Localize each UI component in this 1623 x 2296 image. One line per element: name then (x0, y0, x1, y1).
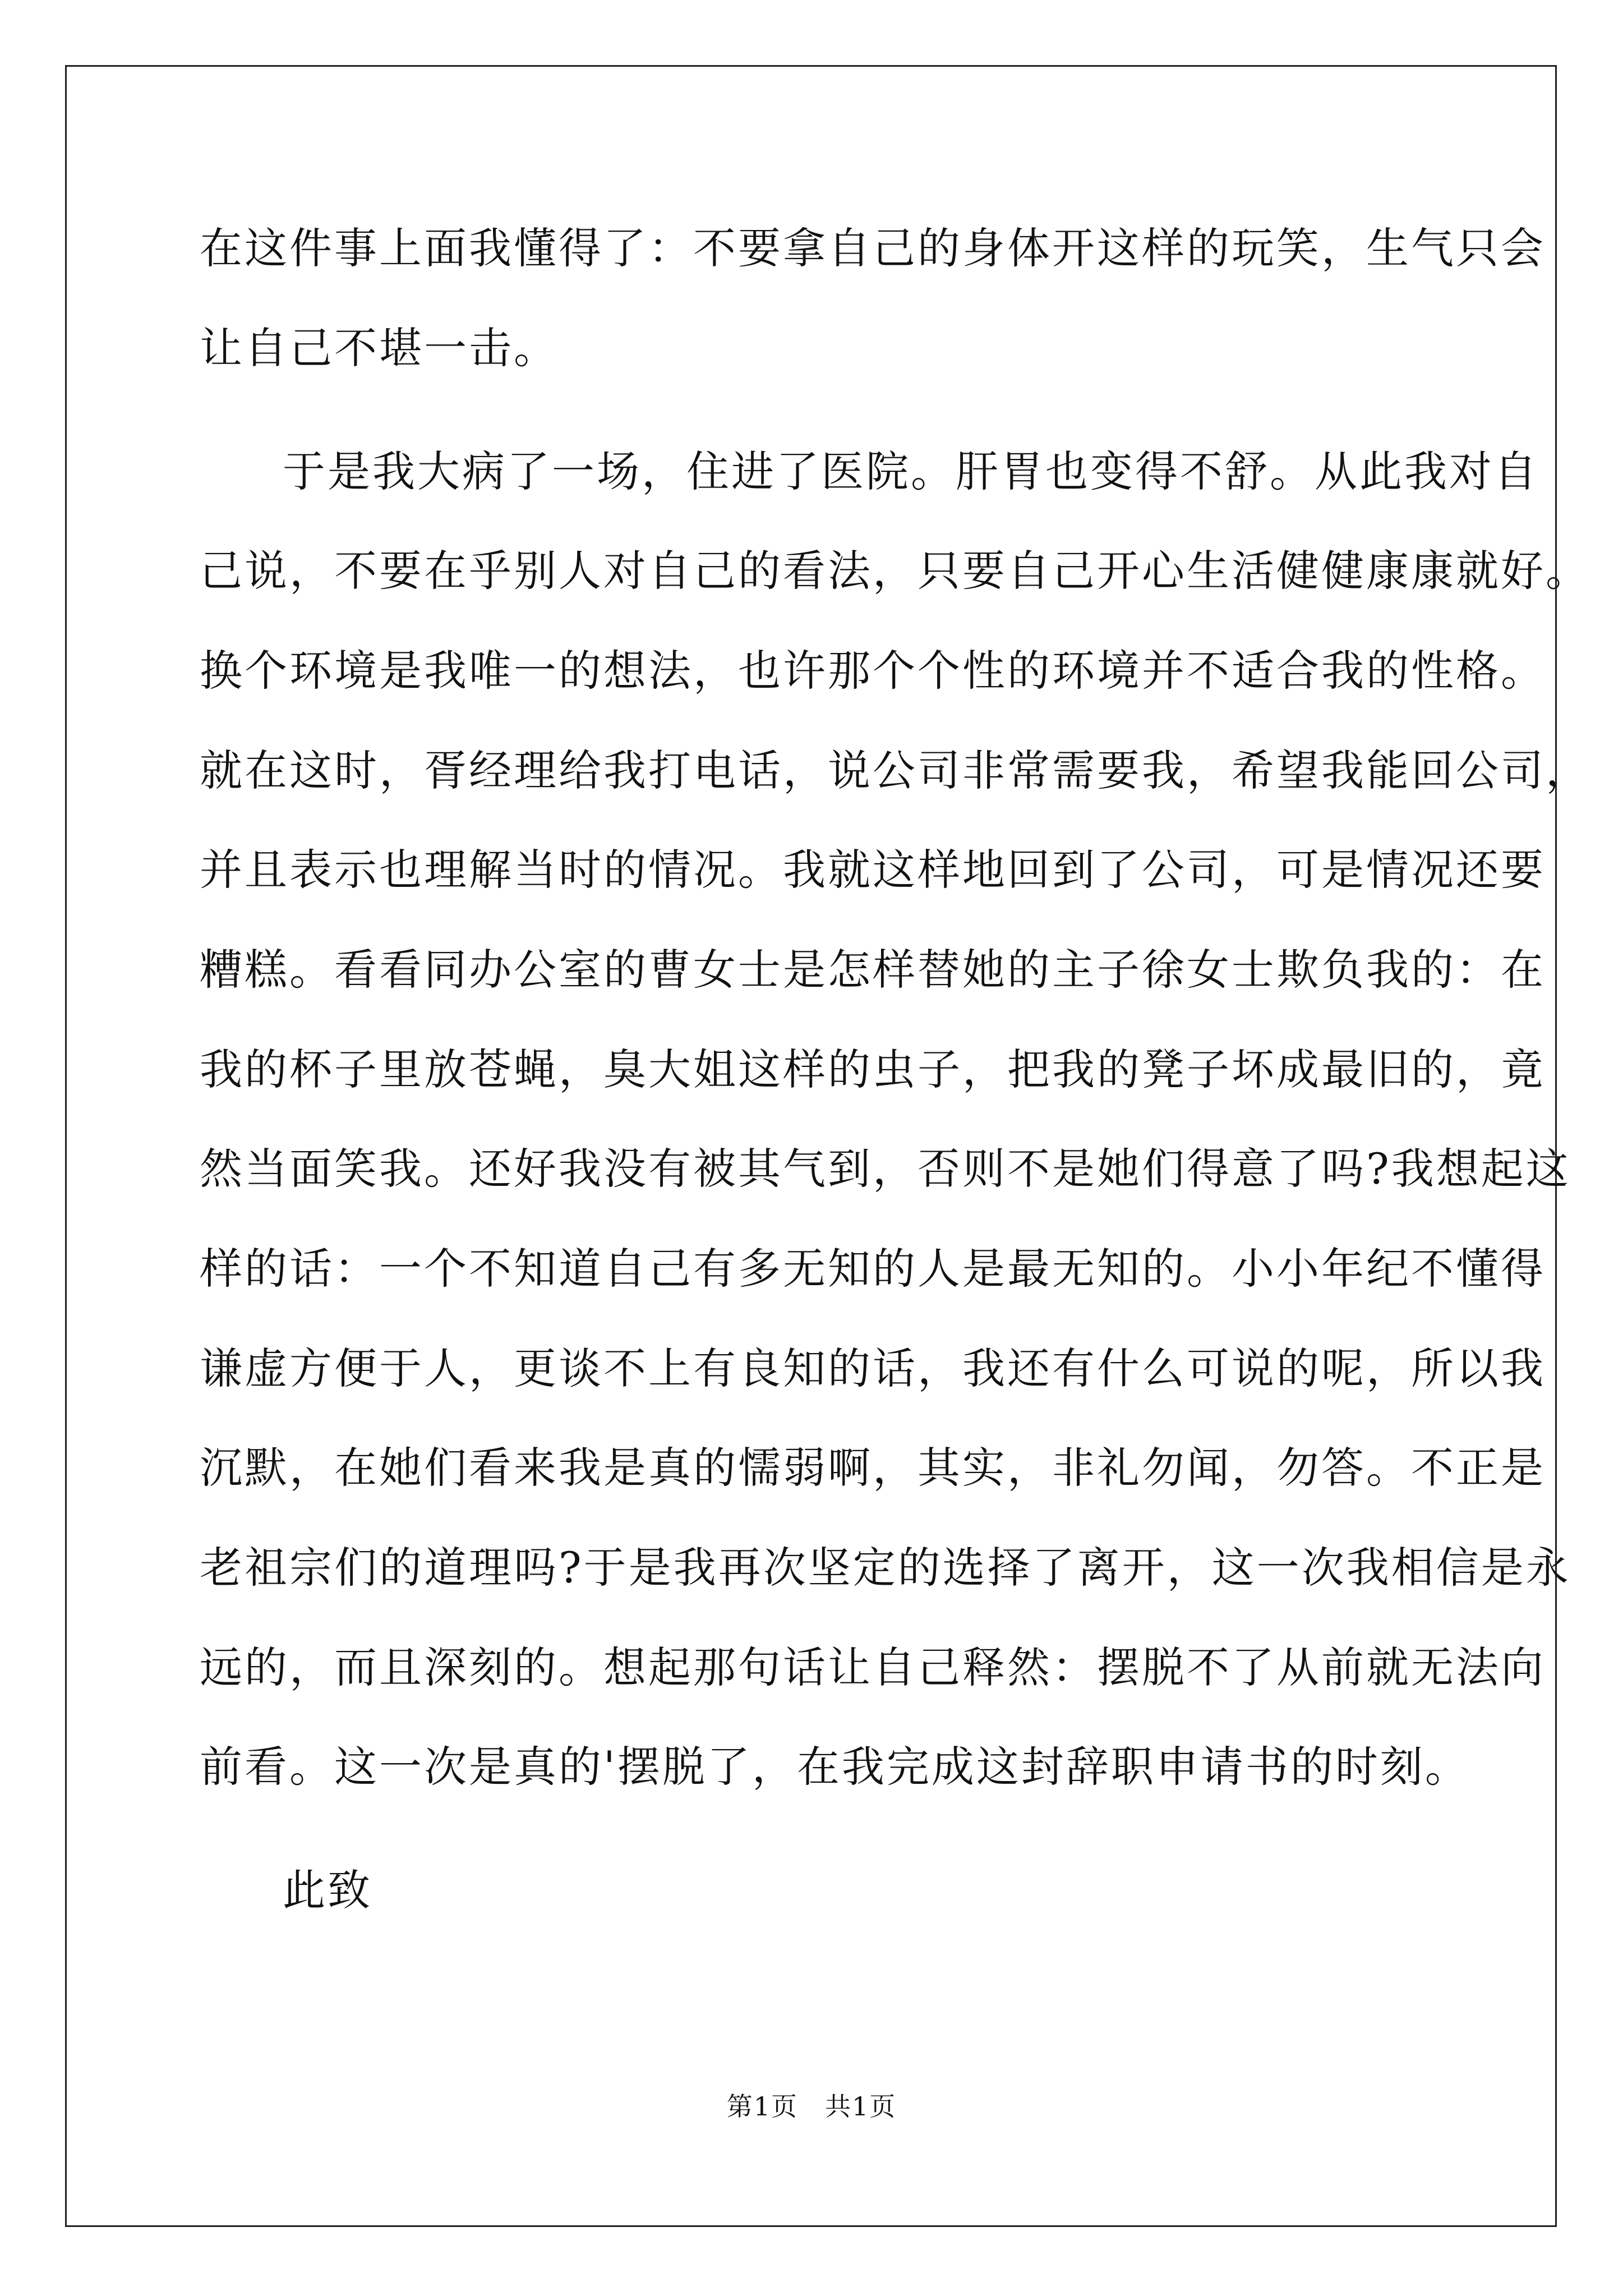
text-line: 老祖宗们的道理吗?于是我再次坚定的选择了离开，这一次我相信是永 (200, 1543, 1571, 1593)
text-line: 糟糕。看看同办公室的曹女士是怎样替她的主子徐女士欺负我的：在 (200, 945, 1546, 995)
closing-salutation: 此致 (283, 1865, 372, 1915)
text-line: 在这件事上面我懂得了：不要拿自己的身体开这样的玩笑，生气只会 (200, 223, 1546, 273)
text-line: 并且表示也理解当时的情况。我就这样地回到了公司，可是情况还要 (200, 845, 1546, 895)
text-line: 谦虚方便于人，更谈不上有良知的话，我还有什么可说的呢，所以我 (200, 1343, 1546, 1393)
text-line: 己说，不要在乎别人对自己的看法，只要自己开心生活健健康康就好。 (200, 546, 1590, 596)
text-line: 前看。这一次是真的'摆脱了，在我完成这封辞职申请书的时刻。 (200, 1742, 1470, 1792)
paragraph-start-line: 于是我大病了一场，住进了医院。肝胃也变得不舒。从此我对自 (283, 447, 1539, 496)
text-line: 沉默，在她们看来我是真的懦弱啊，其实，非礼勿闻，勿答。不正是 (200, 1443, 1546, 1493)
text-line: 就在这时，胥经理给我打电话，说公司非常需要我，希望我能回公司， (200, 746, 1590, 795)
text-line: 让自己不堪一击。 (200, 323, 559, 373)
text-line: 远的，而且深刻的。想起那句话让自己释然：摆脱不了从前就无法向 (200, 1642, 1546, 1692)
text-line: 换个环境是我唯一的想法，也许那个个性的环境并不适合我的性格。 (200, 646, 1546, 696)
text-line: 然当面笑我。还好我没有被其气到，否则不是她们得意了吗?我想起这 (200, 1144, 1571, 1194)
page-number-footer: 第1页 共1页 (726, 2091, 897, 2122)
text-line: 样的话：一个不知道自己有多无知的人是最无知的。小小年纪不懂得 (200, 1244, 1546, 1294)
text-line: 我的杯子里放苍蝇，臭大姐这样的虫子，把我的凳子坏成最旧的，竟 (200, 1045, 1546, 1094)
